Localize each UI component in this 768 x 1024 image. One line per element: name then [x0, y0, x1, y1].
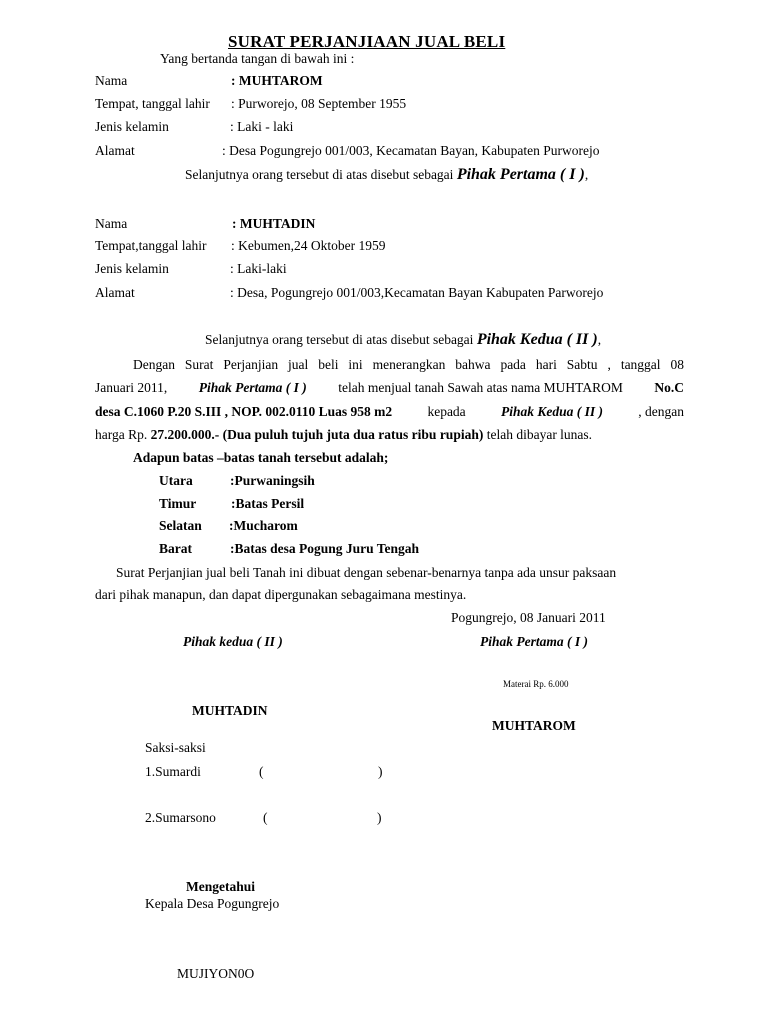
signature-right-role: Pihak Pertama ( I ) [480, 634, 588, 649]
body-word: ini [348, 357, 363, 372]
party2-nama-label: Nama [95, 216, 128, 231]
closing-line-2: dari pihak manapun, dan dapat dipergunakan sebagaimana mestinya. [95, 587, 467, 602]
body-word: menerangkan [372, 357, 446, 372]
body-line-4 [95, 428, 592, 442]
body-segment: Januari 2011, [95, 380, 168, 395]
body-price: 27.200.000.- (Dua puluh tujuh juta dua ratus ribu rupiah) [150, 427, 484, 442]
witness-name: 1.Sumardi [145, 764, 201, 779]
witnesses-heading: Saksi-saksi [145, 740, 206, 755]
signature-right-name: MUHTAROM [492, 718, 576, 733]
body-word: pada [500, 357, 526, 372]
body-party1-ref: Pihak Pertama ( I ) [198, 380, 307, 395]
body-segment: No.C [654, 380, 684, 395]
body-line-3 [95, 405, 684, 419]
body-segment: telah dibayar lunas. [486, 427, 593, 442]
body-segment: kepada [427, 404, 466, 419]
place-date: Pogungrejo, 08 Januari 2011 [451, 610, 606, 625]
body-word: tanggal [620, 357, 661, 372]
body-line-2 [95, 381, 684, 395]
batas-heading: Adapun batas –batas tanah tersebut adalah; [133, 450, 389, 465]
body-line-1 [133, 358, 684, 372]
party2-nama-value: : MUHTADIN [232, 216, 316, 231]
party1-alamat-value: : Desa Pogungrejo 001/003, Kecamatan Bayan, Kabupaten Purworejo [222, 143, 600, 158]
party1-designation-text: Selanjutnya orang tersebut di atas disebut sebagai [185, 167, 454, 182]
witness-signature-open: ( [263, 810, 268, 825]
party2-jk-label: Jenis kelamin [95, 261, 169, 276]
party2-designation-end: , [597, 332, 602, 347]
body-segment: telah menjual tanah Sawah atas nama MUHTAROM [338, 380, 623, 395]
party2-ttl-label: Tempat,tanggal lahir [95, 238, 207, 253]
body-word: beli [318, 357, 339, 372]
materai-stamp: Materai Rp. 6.000 [503, 679, 569, 689]
party2-designation-name: Pihak Kedua ( II ) [476, 331, 598, 348]
witness-name: 2.Sumarsono [145, 810, 216, 825]
closing-line-1: Surat Perjanjian jual beli Tanah ini dibuat dengan sebenar-benarnya tanpa ada unsur paksaan [116, 565, 617, 580]
batas-dir: Barat [159, 541, 192, 556]
body-segment: harga Rp. [95, 427, 148, 442]
party2-ttl-value: : Kebumen,24 Oktober 1959 [231, 238, 386, 253]
party2-jk-value: : Laki-laki [230, 261, 287, 276]
body-segment: , dengan [638, 404, 684, 419]
party1-designation-end: , [584, 167, 589, 182]
body-land-id: desa C.1060 P.20 S.III , NOP. 002.0110 Luas 958 m2 [95, 404, 393, 419]
witness-signature-close: ) [378, 764, 383, 779]
party1-jk-label: Jenis kelamin [95, 119, 169, 134]
body-word: Dengan [133, 357, 175, 372]
party1-designation-name: Pihak Pertama ( I ) [456, 166, 585, 183]
body-word: 08 [670, 357, 684, 372]
acknowledge-heading: Mengetahui [186, 879, 255, 894]
body-word: hari [535, 357, 557, 372]
party2-alamat-value: : Desa, Pogungrejo 001/003,Kecamatan Bayan Kabupaten Parworejo [230, 285, 604, 300]
party1-alamat-label: Alamat [95, 143, 135, 158]
batas-val: :Purwaningsih [230, 473, 315, 488]
batas-dir: Timur [159, 496, 197, 511]
party1-ttl-label: Tempat, tanggal lahir [95, 96, 210, 111]
batas-val: :Batas Persil [231, 496, 305, 511]
signature-left-role: Pihak kedua ( II ) [183, 634, 283, 649]
party2-designation [205, 332, 601, 348]
intro-text: Yang bertanda tangan di bawah ini : [160, 51, 355, 66]
document-title: SURAT PERJANJIAAN JUAL BELI [228, 32, 506, 51]
batas-dir: Selatan [159, 518, 202, 533]
acknowledge-role: Kepala Desa Pogungrejo [145, 896, 280, 911]
party1-ttl-value: : Purworejo, 08 September 1955 [231, 96, 407, 111]
batas-val: :Mucharom [229, 518, 298, 533]
witness-signature-open: ( [259, 764, 264, 779]
body-word: Perjanjian [223, 357, 279, 372]
party1-nama-label: Nama [95, 73, 128, 88]
signature-left-name: MUHTADIN [192, 703, 268, 718]
acknowledge-name: MUJIYON0O [177, 966, 255, 981]
body-word: Sabtu [566, 357, 598, 372]
body-word: Surat [184, 357, 214, 372]
batas-val: :Batas desa Pogung Juru Tengah [230, 541, 420, 556]
body-word: jual [288, 357, 309, 372]
body-party2-ref: Pihak Kedua ( II ) [500, 404, 603, 419]
witness-signature-close: ) [377, 810, 382, 825]
body-word: bahwa [455, 357, 491, 372]
body-word: , [607, 357, 611, 372]
batas-dir: Utara [159, 473, 193, 488]
party1-designation [185, 167, 588, 183]
party2-alamat-label: Alamat [95, 285, 135, 300]
party2-designation-text: Selanjutnya orang tersebut di atas disebut sebagai [205, 332, 474, 347]
party1-jk-value: : Laki - laki [230, 119, 294, 134]
party1-nama-value: : MUHTAROM [231, 73, 323, 88]
